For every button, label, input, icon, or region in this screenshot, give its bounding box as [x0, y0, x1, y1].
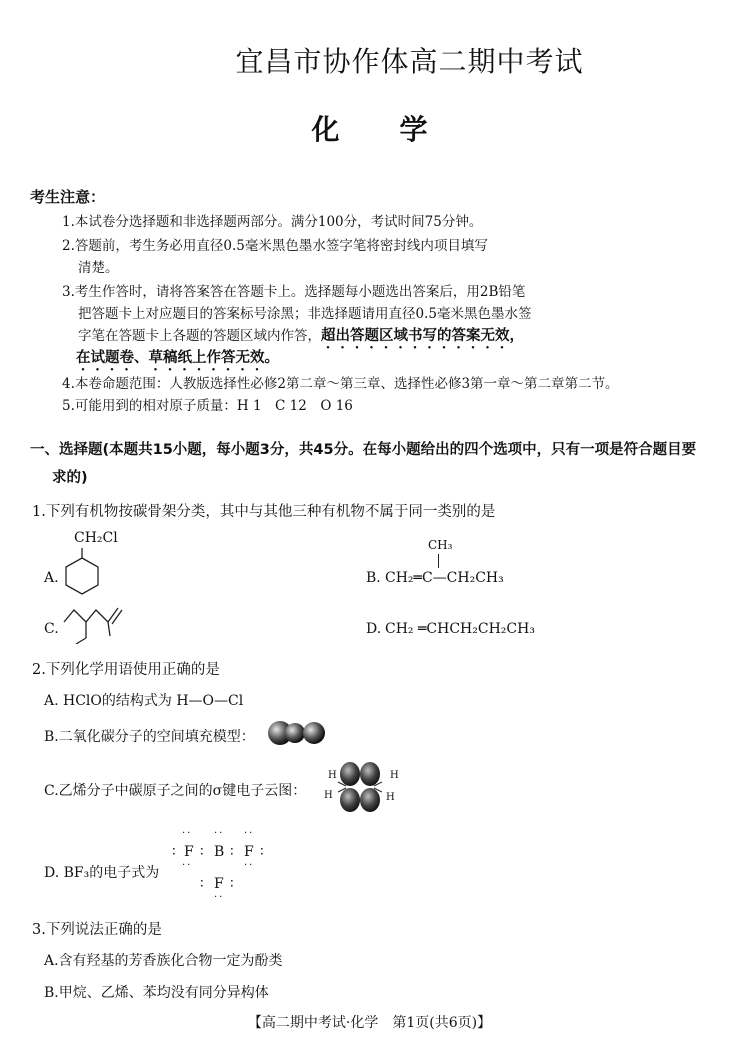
- q2-stem: 2.下列化学用语使用正确的是: [32, 662, 220, 678]
- co2-space-filling-model: [266, 718, 332, 748]
- section-heading: 一、选择题(本题共15小题，每小题3分，共45分。在每小题给出的四个选项中，只有一项是符合题目要: [30, 442, 697, 458]
- notice-item-5: 5.可能用到的相对原子质量：H 1 C 12 O 16: [62, 398, 353, 414]
- notice-item-2: 2.答题前，考生务必用直径0.5毫米黑色墨水签字笔将密封线内项目填写: [62, 238, 488, 254]
- q3-stem: 3.下列说法正确的是: [32, 922, 162, 938]
- exam-title: 宜昌市协作体高二期中考试: [235, 45, 584, 78]
- q1-b-formula: CH₂═C—CH₂CH₃: [385, 570, 504, 586]
- notice-item-4: 4.本卷命题范围：人教版选择性必修2第二章～第三章、选择性必修3第一章～第二章第二节。: [62, 376, 619, 392]
- q2-option-d: D. BF₃的电子式为: [44, 865, 160, 881]
- q1-c-label: C.: [44, 621, 59, 637]
- notice-item-2-cont: 清楚。: [78, 260, 119, 276]
- q1-d-formula: CH₂ ═CHCH₂CH₂CH₃: [385, 621, 535, 637]
- page-footer: 【高二期中考试·化学 第1页(共6页)】: [247, 1015, 492, 1031]
- q1-d-label: D.: [366, 621, 382, 637]
- q1-b-methyl: CH₃: [428, 538, 453, 552]
- notice-emphasis-2: 在试题卷、草稿纸上作答无效。: [76, 350, 279, 366]
- notice-heading: 考生注意：: [30, 188, 106, 206]
- h-label-3: H: [390, 770, 399, 781]
- q3-option-a: A.含有羟基的芳香族化合物一定为酚类: [44, 953, 283, 969]
- q2-option-a: A. HClO的结构式为 H—O—Cl: [44, 693, 244, 709]
- q1-b-bond: [438, 554, 439, 568]
- cyclohexane-structure: [60, 548, 110, 604]
- notice-item-3: 3.考生作答时，请将答案答在答题卡上。选择题每小题选出答案后，用2B铅笔: [62, 284, 526, 300]
- notice-item-1: 1.本试卷分选择题和非选择题两部分。满分100分，考试时间75分钟。: [62, 214, 483, 230]
- section-heading-cont: 求的): [52, 470, 88, 486]
- h-label-2: H: [324, 790, 333, 801]
- boron-atom: B: [214, 844, 225, 860]
- q1-stem: 1.下列有机物按碳骨架分类，其中与其他三种有机物不属于同一类别的是: [32, 504, 496, 520]
- fluorine-2: F: [244, 844, 254, 860]
- fluorine-1: F: [184, 844, 194, 860]
- q1-a-substituent: CH₂Cl: [74, 530, 118, 546]
- h-label-4: H: [386, 792, 395, 803]
- subject-title: 化学: [311, 113, 488, 146]
- sigma-bond-electron-cloud: [322, 760, 402, 820]
- notice-item-3-cont1: 把答题卡上对应题目的答案标号涂黑；非选择题请用直径0.5毫米黑色墨水签: [78, 306, 532, 322]
- q1-b-label: B.: [366, 570, 381, 586]
- h-label-1: H: [328, 770, 337, 781]
- bf3-electron-formula: ·· ·· ·· ∶ F ∶ B ∶ F ∶ ·· ·· ∶ F ∶ ··: [172, 828, 264, 903]
- q1-a-label: A.: [44, 570, 59, 586]
- fluorine-3: F: [214, 876, 224, 892]
- q2-option-b: B.二氧化碳分子的空间填充模型：: [44, 729, 255, 745]
- notice-emphasis-1: 超出答题区域书写的答案无效，: [321, 328, 524, 344]
- skeletal-structure: [62, 604, 132, 644]
- q3-option-b: B.甲烷、乙烯、苯均没有同分异构体: [44, 985, 269, 1001]
- q2-option-c: C.乙烯分子中碳原子之间的σ键电子云图：: [44, 783, 307, 799]
- notice-item-3-text: 字笔在答题卡上各题的答题区域内作答，: [78, 328, 321, 344]
